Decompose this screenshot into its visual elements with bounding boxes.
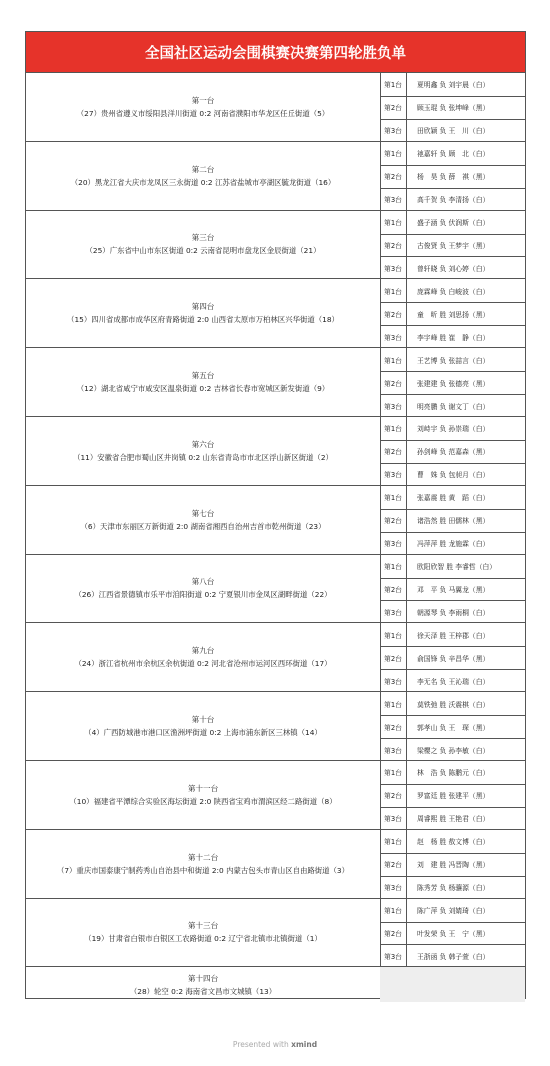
game-row <box>380 623 525 647</box>
match-cell <box>26 555 381 623</box>
game-row <box>380 440 525 464</box>
game-row <box>380 211 525 235</box>
game-row <box>380 899 525 923</box>
board-row <box>26 692 525 761</box>
game-row <box>380 555 525 579</box>
game-row <box>380 256 525 279</box>
game-number: 第2台 <box>380 922 407 945</box>
game-row <box>380 853 525 877</box>
game-row <box>380 417 525 441</box>
game-number: 第2台 <box>380 234 407 257</box>
game-result: 刘峙宇 负 孙崇瑞（白） <box>417 425 490 434</box>
game-result: 夏明鑫 负 刘宇晨（白） <box>417 81 490 90</box>
board-row <box>26 967 525 1002</box>
board-name: 第二台 <box>191 164 215 174</box>
game-result: 孙剑峰 负 范嘉森（黑） <box>417 448 490 457</box>
game-result: 朝源琴 负 李雨桐（白） <box>417 608 490 617</box>
game-result: 俞国锋 负 辛昌华（黑） <box>417 654 490 663</box>
game-number: 第1台 <box>380 830 407 853</box>
game-row <box>380 830 525 854</box>
match-result: （20）黑龙江省大庆市龙凤区三永街道 0:2 江苏省盐城市亭湖区毓龙街道（16） <box>70 177 336 187</box>
match-result: （24）浙江省杭州市余杭区余杭街道 0:2 河北省沧州市运河区西环街道（17） <box>74 659 332 669</box>
game-result: 杨 昊 负 薛 祺（黑） <box>417 173 490 182</box>
match-cell <box>26 623 381 691</box>
match-result: （12）湖北省咸宁市咸安区温泉街道 0:2 吉林省长春市宽城区新发街道（9） <box>76 384 330 394</box>
match-result: （10）福建省平潭综合实验区海坛街道 2:0 陕西省宝鸡市渭滨区经二路街道（8） <box>69 796 337 806</box>
match-result: （19）甘肃省白银市白银区工农路街道 0:2 辽宁省北镇市北镇街道（1） <box>84 934 322 944</box>
game-number: 第3台 <box>380 807 407 830</box>
game-result: 莫铁弛 胜 沃震棋（白） <box>417 700 490 709</box>
match-result: （27）贵州省遵义市绥阳县洋川街道 0:2 河南省濮阳市华龙区任丘街道（5） <box>76 108 330 118</box>
board-row <box>26 623 525 692</box>
game-row <box>380 142 525 166</box>
game-row <box>380 715 525 739</box>
game-number: 第1台 <box>380 486 407 509</box>
game-result: 顾玉琨 负 张坤峰（黑） <box>417 104 490 113</box>
games-cell <box>380 211 525 279</box>
game-number: 第2台 <box>380 578 407 601</box>
sheet-title: 全国社区运动会围棋赛决赛第四轮胜负单 <box>26 32 525 73</box>
game-row <box>380 463 525 486</box>
game-result: 诸浩然 胜 田儒林（黑） <box>417 517 490 526</box>
game-row <box>380 348 525 372</box>
game-number: 第1台 <box>380 555 407 578</box>
game-number: 第1台 <box>380 279 407 302</box>
game-result: 陈广萍 负 刘婧琦（白） <box>417 907 490 916</box>
match-cell <box>26 142 381 210</box>
game-number: 第2台 <box>380 96 407 119</box>
game-number: 第1台 <box>380 417 407 440</box>
game-row <box>380 188 525 211</box>
game-result: 祂嘉轩 负 顾 北（白） <box>417 150 490 159</box>
game-result: 古俊贤 负 王梦宇（黑） <box>417 241 490 250</box>
game-result: 罗富廷 胜 张建平（黑） <box>417 792 490 801</box>
board-name: 第三台 <box>191 233 215 243</box>
board-row <box>26 348 525 417</box>
game-row <box>380 509 525 533</box>
game-row <box>380 234 525 258</box>
match-cell <box>26 211 381 279</box>
match-result: （4）广西防城港市港口区渔洲坪街道 0:2 上海市浦东新区三林镇（14） <box>84 728 322 738</box>
game-number: 第1台 <box>380 142 407 165</box>
board-name: 第九台 <box>191 646 215 656</box>
match-result: （15）四川省成都市成华区府青路街道 2:0 山西省太原市万柏林区兴华街道（18） <box>67 315 339 325</box>
games-cell <box>380 899 525 967</box>
game-result: 曹 姝 负 包昶月（白） <box>417 471 490 480</box>
game-number: 第1台 <box>380 623 407 646</box>
board-name: 第一台 <box>191 95 215 105</box>
game-number: 第3台 <box>380 876 407 899</box>
game-result: 周睿熙 胜 王艳君（白） <box>417 815 490 824</box>
board-name: 第五台 <box>191 371 215 381</box>
board-row <box>26 899 525 968</box>
game-number: 第3台 <box>380 256 407 279</box>
games-cell <box>380 417 525 485</box>
footer-prefix: Presented with <box>232 1040 289 1049</box>
game-number: 第2台 <box>380 371 407 394</box>
game-result: 欧阳欣智 胜 李睿哲（白） <box>417 563 497 572</box>
game-result: 陈秀芳 负 杨骧源（白） <box>417 884 490 893</box>
games-cell <box>380 348 525 416</box>
game-row <box>380 600 525 623</box>
games-cell <box>380 486 525 554</box>
game-result: 郭孝山 负 王 琛（黑） <box>417 723 490 732</box>
board-name: 第十台 <box>191 715 215 725</box>
game-result: 冯萍萍 胜 龙施霖（白） <box>417 540 490 549</box>
game-row <box>380 119 525 142</box>
match-result: （25）广东省中山市东区街道 0:2 云南省昆明市盘龙区金辰街道（21） <box>85 246 321 256</box>
game-result: 赵 杨 胜 敖文博（白） <box>417 838 490 847</box>
game-row <box>380 807 525 830</box>
game-number: 第3台 <box>380 738 407 761</box>
match-result: （7）重庆市国泰康宁制药秀山自治县中和街道 2:0 内蒙古包头市青山区自由路街道（3） <box>56 865 350 875</box>
game-number: 第2台 <box>380 715 407 738</box>
match-cell <box>26 830 381 898</box>
board-row <box>26 142 525 211</box>
games-cell <box>380 830 525 898</box>
game-number: 第1台 <box>380 761 407 784</box>
game-number: 第2台 <box>380 440 407 463</box>
game-number: 第3台 <box>380 394 407 417</box>
game-row <box>380 669 525 692</box>
board-name: 第八台 <box>191 577 215 587</box>
game-result: 高千贺 负 李清扬（白） <box>417 196 490 205</box>
board-row <box>26 830 525 899</box>
games-cell <box>380 142 525 210</box>
game-result: 刘 建 胜 冯晋陶（黑） <box>417 861 490 870</box>
match-cell <box>26 73 381 141</box>
game-number: 第1台 <box>380 73 407 96</box>
board-name: 第十一台 <box>187 783 219 793</box>
game-row <box>380 165 525 189</box>
match-cell <box>26 279 381 347</box>
game-result: 徐天泽 胜 王梓郡（白） <box>417 631 490 640</box>
game-row <box>380 302 525 326</box>
game-row <box>380 532 525 555</box>
game-row <box>380 279 525 303</box>
game-number: 第3台 <box>380 944 407 967</box>
board-name: 第七台 <box>191 508 215 518</box>
footer-brand: xmind <box>291 1040 318 1049</box>
game-number: 第1台 <box>380 899 407 922</box>
game-row <box>380 371 525 395</box>
game-result: 李无名 负 王沁瑞（白） <box>417 677 490 686</box>
game-result: 明亮鹏 负 谢文丁（白） <box>417 402 490 411</box>
match-cell <box>26 417 381 485</box>
game-number: 第1台 <box>380 692 407 715</box>
match-cell <box>26 348 381 416</box>
match-result: （6）天津市东丽区万新街道 2:0 湖南省湘西自治州吉首市乾州街道（23） <box>80 521 326 531</box>
board-row <box>26 211 525 280</box>
game-row <box>380 922 525 946</box>
game-number: 第2台 <box>380 302 407 325</box>
game-number: 第1台 <box>380 211 407 234</box>
game-row <box>380 876 525 899</box>
games-cell <box>380 692 525 760</box>
game-number: 第2台 <box>380 646 407 669</box>
games-cell <box>380 73 525 141</box>
game-number: 第3台 <box>380 669 407 692</box>
game-result: 李宇峰 胜 崔 静（白） <box>417 333 490 342</box>
results-sheet <box>25 31 526 999</box>
match-result: （28）轮空 0:2 海南省文昌市文城镇（13） <box>129 986 277 996</box>
game-number: 第3台 <box>380 325 407 348</box>
game-row <box>380 944 525 967</box>
game-number: 第3台 <box>380 532 407 555</box>
game-result: 庞霖峰 负 白峻波（白） <box>417 287 490 296</box>
game-row <box>380 646 525 670</box>
game-result: 张建建 负 张德亮（黑） <box>417 379 490 388</box>
games-cell <box>380 761 525 829</box>
games-cell <box>380 623 525 691</box>
game-result: 张嘉震 胜 黄 蹈（白） <box>417 494 490 503</box>
game-result: 叶发荣 负 王 宁（黑） <box>417 929 490 938</box>
game-row <box>380 761 525 785</box>
board-row <box>26 279 525 348</box>
board-name: 第六台 <box>191 439 215 449</box>
game-row <box>380 486 525 510</box>
game-number: 第1台 <box>380 348 407 371</box>
match-cell <box>26 761 381 829</box>
game-row <box>380 325 525 348</box>
match-cell <box>26 486 381 554</box>
game-number: 第2台 <box>380 784 407 807</box>
game-number: 第3台 <box>380 463 407 486</box>
game-result: 梁樱之 负 孙李敏（白） <box>417 746 490 755</box>
game-result: 曾轩晓 负 刘心婷（白） <box>417 264 490 273</box>
game-result: 盛子涵 负 伏润斯（白） <box>417 219 490 228</box>
game-result: 邓 平 负 马翼龙（黑） <box>417 585 490 594</box>
game-number: 第3台 <box>380 119 407 142</box>
board-row <box>26 486 525 555</box>
game-result: 王艺博 负 张喆言（白） <box>417 356 490 365</box>
match-result: （26）江西省景德镇市乐平市洎阳街道 0:2 宁夏银川市金凤区湖畔街道（22） <box>74 590 332 600</box>
game-row <box>380 692 525 716</box>
board-name: 第十三台 <box>187 921 219 931</box>
game-number: 第3台 <box>380 188 407 211</box>
game-row <box>380 394 525 417</box>
game-row <box>380 738 525 761</box>
match-result: （11）安徽省合肥市蜀山区井岗镇 0:2 山东省青岛市市北区浮山新区街道（2） <box>73 452 333 462</box>
game-number: 第2台 <box>380 509 407 532</box>
match-cell <box>26 899 381 967</box>
board-name: 第十二台 <box>187 852 219 862</box>
game-result: 王浙函 负 韩子萱（白） <box>417 952 490 961</box>
empty-games-cell <box>380 967 525 1002</box>
board-row <box>26 555 525 624</box>
game-number: 第2台 <box>380 165 407 188</box>
match-cell <box>26 967 381 1002</box>
board-name: 第十四台 <box>187 973 219 983</box>
game-row <box>380 73 525 97</box>
game-result: 林 浩 负 陈鹏元（白） <box>417 769 490 778</box>
game-result: 童 昕 胜 刘思扬（黑） <box>417 310 490 319</box>
game-number: 第3台 <box>380 600 407 623</box>
footer <box>0 1040 550 1049</box>
board-row <box>26 417 525 486</box>
board-row <box>26 761 525 830</box>
board-name: 第四台 <box>191 302 215 312</box>
games-cell <box>380 555 525 623</box>
game-row <box>380 784 525 808</box>
board-row <box>26 73 525 142</box>
game-row <box>380 96 525 120</box>
game-number: 第2台 <box>380 853 407 876</box>
game-row <box>380 578 525 602</box>
game-result: 田欣颖 负 王 川（白） <box>417 127 490 136</box>
games-cell <box>380 279 525 347</box>
match-cell <box>26 692 381 760</box>
